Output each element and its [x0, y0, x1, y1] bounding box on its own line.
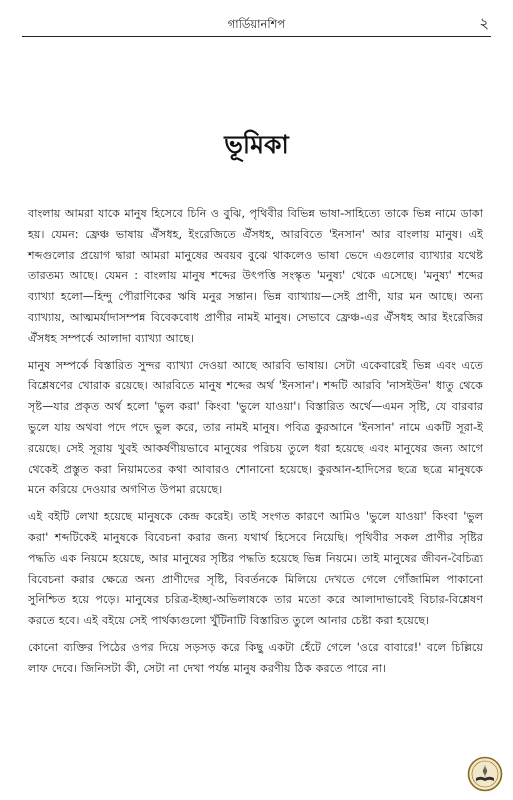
running-header — [22, 16, 491, 37]
chapter-title: ভূমিকা — [224, 130, 289, 159]
body-text — [28, 204, 483, 686]
paragraph-4: কোনো ব্যক্তির পিঠের ওপর দিয়ে সড়সড় করে কিছু একটা হেঁটে গেলে 'ওরে বাবারে!' বলে চিল্লিয়ে লাফ দেবে। জিনিসটা কী, সেটা না দেখা পর্যন্ত মানুষ করণীয় ঠিক করতে পারে না। — [28, 640, 483, 675]
paragraph-3: এই বইটি লেখা হয়েছে মানুষকে কেন্দ্র করেই। তাই সংগত কারণে আমিও 'ভুলে যাওয়া' কিংবা 'ভুল করা' শব্দটিকেই মানুষকে বিবেচনা করার জন্য যথার্থ হিসেবে নিয়েছি। পৃথিবীর সকল প্রাণীর সৃষ্টির পদ্ধতি এক নিয়মে হয়েছে, আর মানুষের সৃষ্টির পদ্ধতি হয়েছে ভিন্ন নিয়মে। তাই মানুষের জীবন-বৈচিত্র্য বিবেচনা করার ক্ষেত্রে অন্য প্রাণীদের সৃষ্টি, বিবর্তনকে মিলিয়ে দেখতে গেলে গোঁজামিল পাকানো সুনিশ্চিত হয়ে পড়ে। মানুষের চরিত্র-ইচ্ছা-অভিলাষকে তার মতো করে আলাদাভাবেই বিচার-বিশ্লেষণ করতে হবে। এই বইয়ে সেই পার্থক্যগুলো খুঁটিনাটি বিস্তারিত তুলে আনার চেষ্টা করা হয়েছে। — [28, 510, 483, 628]
book-pen-emblem-icon — [467, 756, 503, 792]
page-number: ২ — [479, 14, 489, 32]
paragraph-1: বাংলায় আমরা যাকে মানুষ হিসেবে চিনি ও বুঝি, পৃথিবীর বিভিন্ন ভাষা-সাহিত্যে তাকে ভিন্ন নামে ডাকা হয়। যেমন: ফ্রেঞ্চ ভাষায় ঐঁসধহ, ইংরেজিতে ঐঁসধহ, আরবিতে 'ইনসান' আর বাংলায় মানুষ। এই শব্দগুলোর প্রয়োগ দ্বারা আমরা মানুষের অবয়ব বুঝে থাকলেও ভাষা ভেদে এগুলোর ব্যাখ্যার যথেষ্ট তারতম্য আছে। যেমন : বাংলায় মানুষ শব্দের উৎপত্তি সংস্কৃত 'মনুষ্য' থেকে এসেছে। 'মনুষ্য' শব্দের ব্যাখ্যা হলো—হিন্দু পৌরাণিকের ঋষি মনুর সন্তান। ভিন্ন ব্যাখ্যায়—সেই প্রাণী, যার মন আছে। অন্য ব্যাখ্যায়, আত্মমর্যাদাসম্পন্ন বিবেকবোধ প্রাণীর নামই মানুষ। সেভাবে ফ্রেঞ্চ-এর ঐঁসধহ আর ইংরেজির ঐঁসধহ সম্পর্কে আলাদা ব্যাখ্যা আছে। — [28, 207, 483, 345]
running-title: গার্ডিয়ানশিপ — [227, 17, 286, 31]
paragraph-2: মানুষ সম্পর্কে বিস্তারিত সুন্দর ব্যাখ্যা দেওয়া আছে আরবি ভাষায়। সেটা একেবারেই ভিন্ন এবং এতে বিশ্লেষণের খোরাক রয়েছে। আরবিতে মানুষ শব্দের অর্থ 'ইনসান'। শব্দটি আরবি 'নাসইউন' ধাতু থেকে সৃষ্ট—যার প্রকৃত অর্থ হলো 'ভুল করা' কিংবা 'ভুলে যাওয়া'। বিস্তারিত অর্থে—এমন সৃষ্টি, যে বারবার ভুলে যায় অথবা পদে পদে ভুল করে, তার নামই মানুষ। পবিত্র কুরআনে 'ইনসান' নামে একটি সূরা-ই রয়েছে। সেই সূরায় খুবই আকর্ষণীয়ভাবে মানুষের পরিচয় তুলে ধরা হয়েছে এবং মানুষের জন্য আগে থেকেই প্রস্তুত করা নিয়ামতের কথা আবারও শোনানো হয়েছে। কুরআন-হাদিসের ছত্রে ছত্রে মানুষকে মনে করিয়ে দেওয়ার অগণিত উপমা রয়েছে। — [28, 358, 483, 497]
